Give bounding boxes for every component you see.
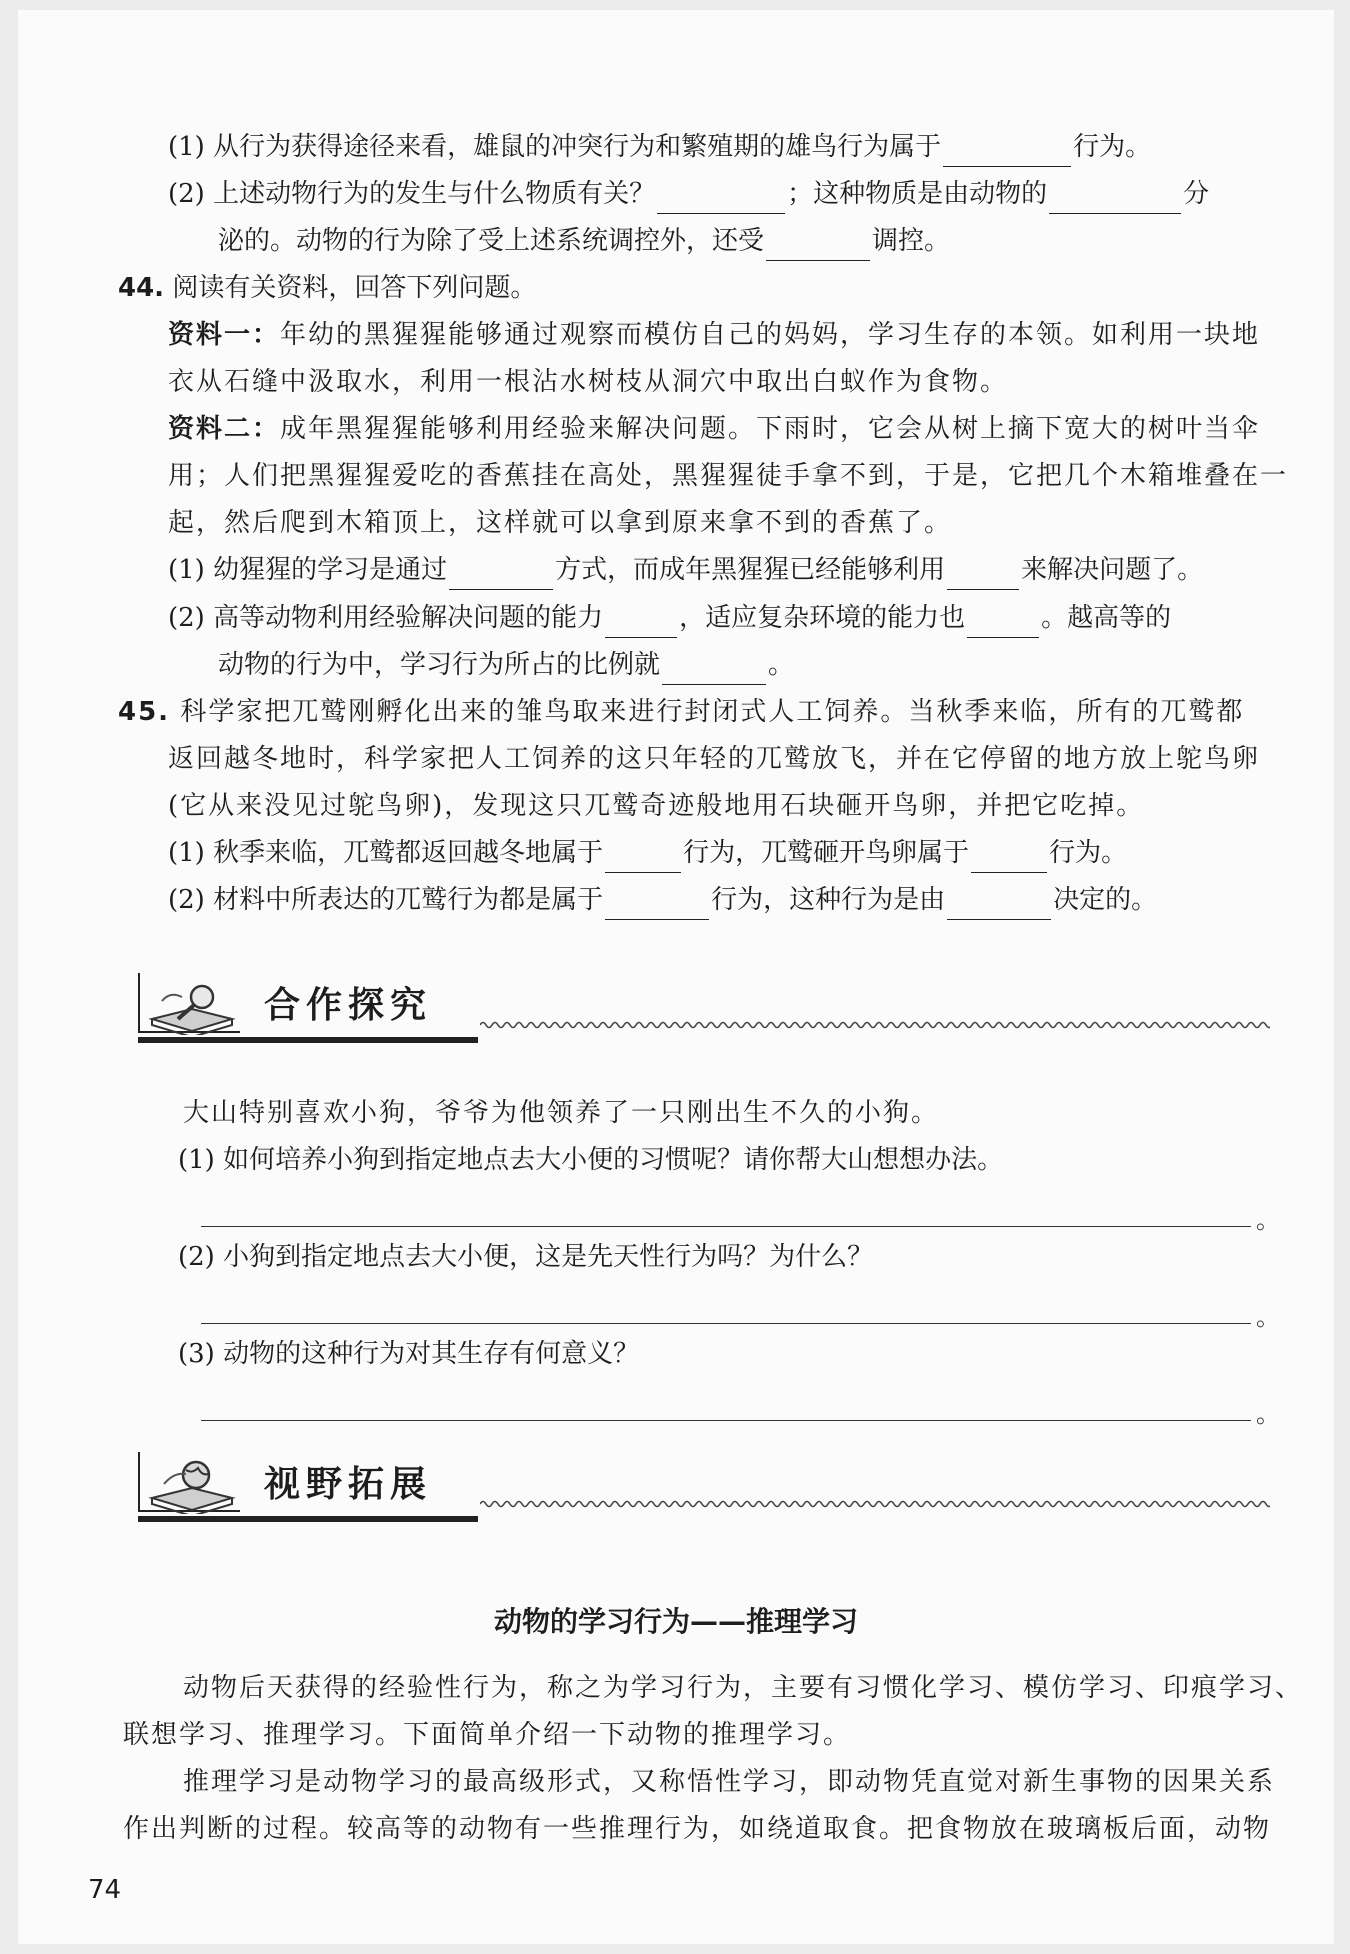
q44-stem: 44. 阅读有关资料，回答下列问题。 [118, 273, 537, 303]
magnifier-book-icon [146, 979, 236, 1035]
article-p1-line2: 联想学习、推理学习。下面简单介绍一下动物的推理学习。 [123, 1720, 852, 1750]
answer-blank[interactable] [967, 607, 1039, 638]
answer-blank[interactable] [971, 842, 1047, 873]
globe-book-icon [146, 1458, 236, 1514]
answer-blank[interactable] [766, 230, 870, 261]
answer-line-3[interactable] [201, 1420, 1251, 1421]
q44-material1-line2: 衣从石缝中汲取水，利用一根沾水树枝从洞穴中取出白蚁作为食物。 [168, 367, 1009, 397]
section-title: 视野拓展 [264, 1464, 433, 1505]
q45-part1: (1) 秋季来临，兀鹫都返回越冬地属于 行为，兀鹫砸开鸟卵属于 行为。 [168, 833, 1127, 873]
q45-line2: 返回越冬地时，科学家把人工饲养的这只年轻的兀鹫放飞，并在它停留的地方放上鸵鸟卵 [168, 744, 1261, 774]
answer-blank[interactable] [449, 559, 553, 590]
textbook-page [18, 10, 1334, 1944]
q44-part1: (1) 幼猩猩的学习是通过 方式，而成年黑猩猩已经能够利用 来解决问题了。 [168, 550, 1203, 590]
article-p2-line2: 作出判断的过程。较高等的动物有一些推理行为，如绕道取食。把食物放在玻璃板后面，动物 [123, 1814, 1272, 1844]
q45-line3: (它从来没见过鸵鸟卵)，发现这只兀鹫奇迹般地用石块砸开鸟卵，并把它吃掉。 [168, 791, 1145, 821]
q44-material2-line3: 起，然后爬到木箱顶上，这样就可以拿到原来拿不到的香蕉了。 [168, 508, 953, 538]
q44-material2-line2: 用；人们把黑猩猩爱吃的香蕉挂在高处，黑猩猩徒手拿不到，于是，它把几个木箱堆叠在一 [168, 461, 1289, 491]
coop-question-1: (1) 如何培养小狗到指定地点去大小便的习惯呢？请你帮大山想想办法。 [178, 1145, 1004, 1175]
article-p1-line1: 动物后天获得的经验性行为，称之为学习行为，主要有习惯化学习、模仿学习、印痕学习、 [183, 1673, 1304, 1703]
page-number: 74 [88, 1875, 122, 1905]
answer-blank[interactable] [947, 889, 1051, 920]
wavy-divider [480, 1492, 1270, 1516]
q43-part1: (1) 从行为获得途径来看，雄鼠的冲突行为和繁殖期的雄鸟行为属于 行为。 [168, 127, 1151, 167]
answer-blank[interactable] [605, 889, 709, 920]
q43-part2-cont: 泌的。动物的行为除了受上述系统调控外，还受 调控。 [218, 221, 950, 261]
line-end-period: 。 [1256, 1206, 1280, 1234]
answer-blank[interactable] [605, 607, 677, 638]
section-header-extension [138, 1452, 1268, 1522]
q44-material1-line1: 资料一：年幼的黑猩猩能够通过观察而模仿自己的妈妈，学习生存的本领。如利用一块地 [168, 320, 1261, 350]
section-underline-bar [138, 1516, 478, 1522]
answer-line-2[interactable] [201, 1323, 1251, 1324]
q43-part2: (2) 上述动物行为的发生与什么物质有关？ ；这种物质是由动物的 分 [168, 174, 1209, 214]
coop-intro: 大山特别喜欢小狗，爷爷为他领养了一只刚出生不久的小狗。 [183, 1098, 940, 1128]
answer-blank[interactable] [662, 654, 766, 685]
coop-question-2: (2) 小狗到指定地点去大小便，这是先天性行为吗？为什么？ [178, 1242, 874, 1272]
section-header-cooperative [138, 973, 1268, 1043]
q44-part2: (2) 高等动物利用经验解决问题的能力 ，适应复杂环境的能力也 。越高等的 [168, 598, 1171, 638]
q44-material2-line1: 资料二：成年黑猩猩能够利用经验来解决问题。下雨时，它会从树上摘下宽大的树叶当伞 [168, 414, 1261, 444]
line-end-period: 。 [1256, 1400, 1280, 1428]
answer-blank[interactable] [943, 136, 1071, 167]
q45-part2: (2) 材料中所表达的兀鹫行为都是属于 行为，这种行为是由 决定的。 [168, 880, 1157, 920]
wavy-divider [480, 1013, 1270, 1037]
answer-blank[interactable] [947, 559, 1019, 590]
section-underline-bar [138, 1037, 478, 1043]
answer-blank[interactable] [657, 183, 785, 214]
coop-question-3: (3) 动物的这种行为对其生存有何意义？ [178, 1339, 640, 1369]
answer-blank[interactable] [1049, 183, 1181, 214]
q44-part2-cont: 动物的行为中，学习行为所占的比例就 。 [218, 645, 794, 685]
article-p2-line1: 推理学习是动物学习的最高级形式，又称悟性学习，即动物凭直觉对新生事物的因果关系 [183, 1767, 1276, 1797]
answer-blank[interactable] [605, 842, 681, 873]
section-title: 合作探究 [264, 985, 433, 1026]
line-end-period: 。 [1256, 1303, 1280, 1331]
q45-line1: 45. 科学家把兀鹫刚孵化出来的雏鸟取来进行封闭式人工饲养。当秋季来临，所有的兀鹫都 [118, 697, 1245, 727]
article-title: 动物的学习行为——推理学习 [493, 1605, 858, 1638]
answer-line-1[interactable] [201, 1226, 1251, 1227]
